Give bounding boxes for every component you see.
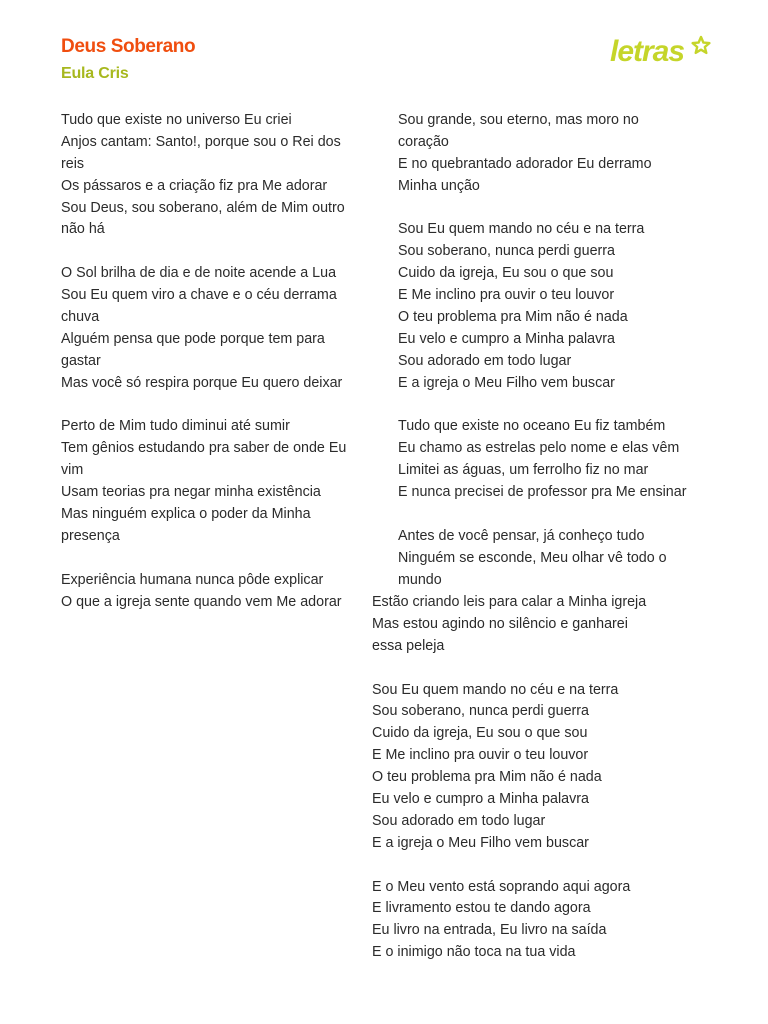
lyric-line: essa peleja [372,637,445,654]
lyric-line: E a igreja o Meu Filho vem buscar [372,834,589,851]
lyric-line: Sou soberano, nunca perdi guerra [398,243,615,260]
lyrics-column-left [61,110,346,613]
lyric-line: Mas estou agindo no silêncio e ganharei [372,615,628,632]
lyric-line: O teu problema pra Mim não é nada [398,309,628,326]
lyric-line: Limitei as águas, um ferrolho fiz no mar [398,462,649,479]
stanza-break [398,504,686,526]
letras-logo-text: letras [610,35,685,68]
lyric-line: Usam teorias pra negar minha existência [61,484,321,501]
lyric-line: vim [61,462,84,479]
lyric-line: Tudo que existe no oceano Eu fiz também [398,418,666,435]
lyric-line: E Me inclino pra ouvir o teu louvor [398,287,615,304]
lyric-line: Sou adorado em todo lugar [398,352,572,369]
lyric-line: Experiência humana nunca pôde explicar [61,571,324,588]
lyric-line: presença [61,527,120,544]
lyric-line: Mas ninguém explica o poder da Minha [61,506,311,523]
stanza-break [61,395,346,417]
letras-logo-graphic [608,28,714,72]
lyric-line: Ninguém se esconde, Meu olhar vê todo o [398,549,667,566]
lyric-line: Sou Deus, sou soberano, além de Mim outro [61,199,345,216]
lyric-line: Mas você só respira porque Eu quero deixar [61,374,343,391]
artist-name[interactable]: Eula Cris [61,65,129,82]
lyric-line: Cuido da igreja, Eu sou o que sou [372,725,588,742]
lyric-line: Tem gênios estudando pra saber de onde Eu [61,440,347,457]
lyric-line: E Me inclino pra ouvir o teu louvor [372,747,589,764]
stanza-break [398,395,686,417]
stanza-break [372,855,646,877]
star-icon [693,37,710,53]
lyric-line: Antes de você pensar, já conheço tudo [398,527,645,544]
lyric-line: Estão criando leis para calar a Minha igreja [372,594,647,610]
lyric-line: O teu problema pra Mim não é nada [372,769,602,786]
lyric-line: O Sol brilha de dia e de noite acende a Lua [61,265,337,282]
lyric-line: Cuido da igreja, Eu sou o que sou [398,265,614,282]
lyric-line: Minha unção [398,177,480,194]
lyric-line: E o inimigo não toca na tua vida [372,944,576,961]
song-title: Deus Soberano [61,36,196,57]
lyric-line: reis [61,155,85,172]
lyric-line: Sou Eu quem viro a chave e o céu derrama [61,287,337,304]
lyric-line: Eu chamo as estrelas pelo nome e elas vêm [398,440,680,457]
lyric-line: Alguém pensa que pode porque tem para [61,330,325,347]
lyric-line: Sou soberano, nunca perdi guerra [372,703,589,720]
lyric-line: mundo [398,571,442,588]
lyric-line: Sou grande, sou eterno, mas moro no [398,112,639,128]
letras-logo[interactable] [608,28,714,72]
lyric-line: Os pássaros e a criação fiz pra Me adorar [61,177,328,194]
lyric-line: Sou Eu quem mando no céu e na terra [398,221,645,238]
stanza-break [61,548,346,570]
lyric-line: Eu livro na entrada, Eu livro na saída [372,922,607,939]
lyric-line: E o Meu vento está soprando aqui agora [372,878,631,895]
lyric-line: chuva [61,309,100,326]
lyrics-column-right-top [398,110,686,592]
lyric-line: E no quebrantado adorador Eu derramo [398,155,652,172]
stanza-break [398,198,686,220]
lyric-line: Anjos cantam: Santo!, porque sou o Rei dos [61,133,341,150]
lyric-line: E livramento estou te dando agora [372,900,591,917]
lyric-line: O que a igreja sente quando vem Me adorar [61,593,342,610]
lyric-line: Tudo que existe no universo Eu criei [61,112,292,128]
lyric-line: Perto de Mim tudo diminui até sumir [61,418,290,435]
lyric-line: Eu velo e cumpro a Minha palavra [398,330,615,347]
lyric-line: Eu velo e cumpro a Minha palavra [372,791,589,808]
lyric-line: E a igreja o Meu Filho vem buscar [398,374,615,391]
stanza-break [372,658,646,680]
lyric-line: E nunca precisei de professor pra Me ensinar [398,484,687,501]
lyric-line: não há [61,221,105,238]
lyric-line: Sou adorado em todo lugar [372,812,546,829]
lyric-line: Sou Eu quem mando no céu e na terra [372,681,619,698]
stanza-break [61,241,346,263]
lyric-line: coração [398,133,449,150]
lyric-line: gastar [61,352,101,369]
lyrics-column-right-bottom [372,592,646,964]
